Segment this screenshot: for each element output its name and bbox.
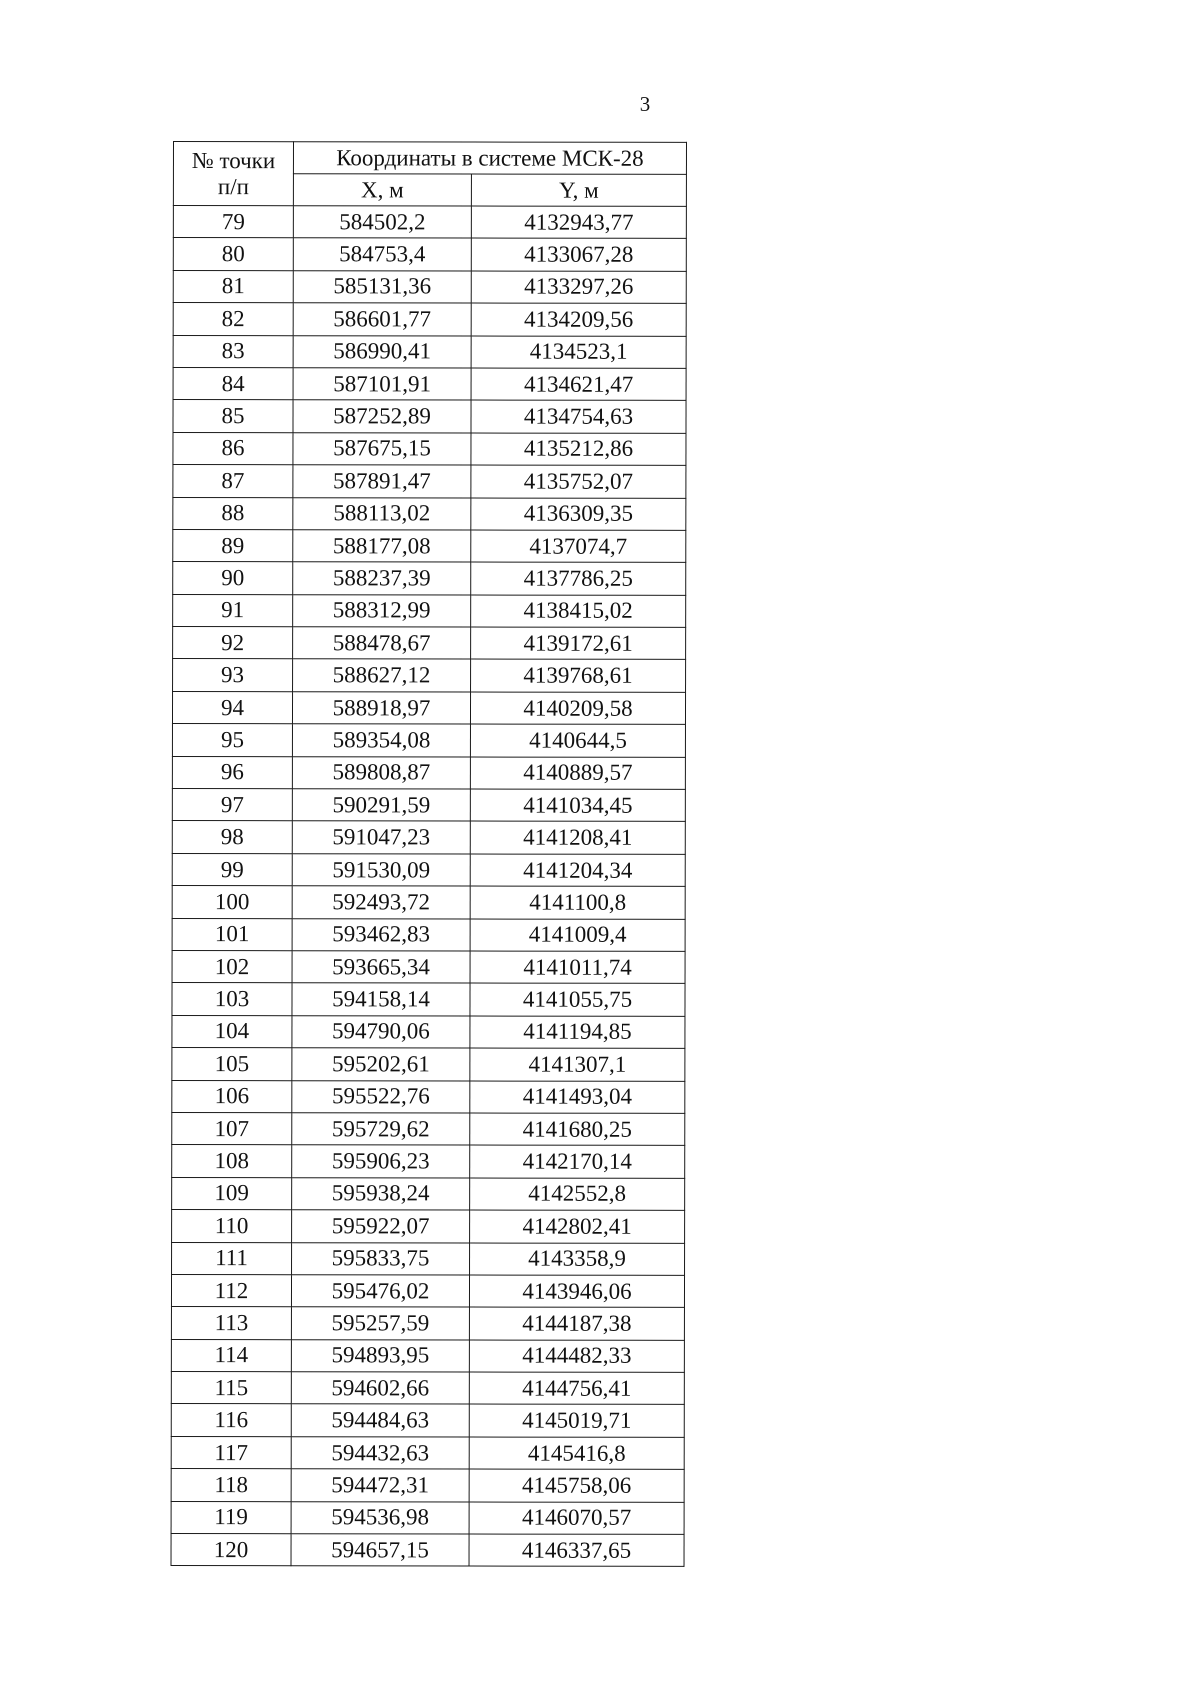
y-coordinate-cell: 4133297,26 bbox=[471, 271, 686, 304]
table-row bbox=[171, 1372, 684, 1405]
x-coordinate-cell: 587675,15 bbox=[293, 432, 471, 465]
point-number-cell: 89 bbox=[173, 529, 293, 562]
table-row bbox=[172, 983, 685, 1016]
x-coordinate-cell: 594657,15 bbox=[291, 1534, 469, 1567]
table-row bbox=[172, 821, 685, 854]
table-row bbox=[173, 627, 686, 660]
point-number-cell: 105 bbox=[172, 1048, 292, 1081]
x-coordinate-cell: 588478,67 bbox=[293, 627, 471, 660]
point-number-cell: 96 bbox=[172, 756, 292, 789]
table-row bbox=[172, 886, 685, 919]
y-coordinate-cell: 4146337,65 bbox=[469, 1534, 684, 1567]
table-row bbox=[173, 432, 686, 465]
point-number-header bbox=[173, 142, 293, 206]
table-header bbox=[173, 142, 686, 207]
table-row bbox=[173, 465, 686, 498]
point-number-cell: 82 bbox=[173, 303, 293, 336]
table-row bbox=[171, 1436, 684, 1469]
table-row bbox=[171, 1404, 684, 1437]
x-coordinate-cell: 594432,63 bbox=[291, 1437, 469, 1470]
table-row bbox=[172, 691, 685, 724]
table-row bbox=[172, 1015, 685, 1048]
x-coordinate-cell: 588918,97 bbox=[292, 692, 470, 725]
y-coordinate-cell: 4141034,45 bbox=[470, 789, 685, 822]
y-coordinate-cell: 4132943,77 bbox=[471, 206, 686, 239]
x-coordinate-cell: 594790,06 bbox=[292, 1015, 470, 1048]
x-coordinate-cell: 588113,02 bbox=[293, 497, 471, 530]
point-number-cell: 116 bbox=[171, 1404, 291, 1437]
header-row-1 bbox=[173, 142, 686, 175]
table-row bbox=[172, 1112, 685, 1145]
table-row bbox=[172, 1242, 685, 1275]
point-number-cell: 101 bbox=[172, 918, 292, 951]
point-number-cell: 98 bbox=[172, 821, 292, 854]
x-coordinate-cell: 584502,2 bbox=[293, 206, 471, 239]
x-coordinate-cell: 593665,34 bbox=[292, 951, 470, 984]
point-number-cell: 104 bbox=[172, 1015, 292, 1048]
x-coordinate-cell: 586601,77 bbox=[293, 303, 471, 336]
x-coordinate-cell: 594484,63 bbox=[291, 1404, 469, 1437]
table-row bbox=[173, 562, 686, 595]
table-row bbox=[173, 594, 686, 627]
point-number-cell: 117 bbox=[171, 1436, 291, 1469]
x-coordinate-cell: 589808,87 bbox=[292, 756, 470, 789]
table-row bbox=[173, 497, 686, 530]
point-number-header-line2: п/п bbox=[217, 173, 249, 199]
table-row bbox=[172, 1145, 685, 1178]
table-row bbox=[172, 724, 685, 757]
x-coordinate-cell: 587891,47 bbox=[293, 465, 471, 498]
point-number-cell: 115 bbox=[171, 1372, 291, 1405]
x-coordinate-cell: 594893,95 bbox=[291, 1339, 469, 1372]
point-number-cell: 92 bbox=[173, 627, 293, 660]
x-coordinate-cell: 595938,24 bbox=[292, 1177, 470, 1210]
table-row bbox=[173, 367, 686, 400]
table-row bbox=[171, 1534, 684, 1567]
y-coordinate-cell: 4141680,25 bbox=[470, 1113, 685, 1146]
point-number-cell: 85 bbox=[173, 400, 293, 433]
point-number-cell: 79 bbox=[173, 206, 293, 239]
y-coordinate-cell: 4140889,57 bbox=[470, 757, 685, 790]
table-row bbox=[173, 529, 686, 562]
point-number-cell: 102 bbox=[172, 950, 292, 983]
y-coordinate-cell: 4134523,1 bbox=[471, 336, 686, 369]
y-coordinate-cell: 4141208,41 bbox=[470, 821, 685, 854]
x-coordinate-cell: 592493,72 bbox=[292, 886, 470, 919]
table-row bbox=[171, 1469, 684, 1502]
table-row bbox=[172, 1048, 685, 1081]
y-coordinate-cell: 4135212,86 bbox=[471, 433, 686, 466]
point-number-cell: 83 bbox=[173, 335, 293, 368]
y-coordinate-cell: 4139172,61 bbox=[471, 627, 686, 660]
y-coordinate-cell: 4137074,7 bbox=[471, 530, 686, 563]
point-number-cell: 112 bbox=[171, 1274, 291, 1307]
point-number-cell: 84 bbox=[173, 367, 293, 400]
point-number-cell: 103 bbox=[172, 983, 292, 1016]
y-coordinate-cell: 4141307,1 bbox=[470, 1048, 685, 1081]
point-number-cell: 110 bbox=[172, 1210, 292, 1243]
y-coordinate-cell: 4144756,41 bbox=[469, 1372, 684, 1405]
table-row bbox=[171, 1274, 684, 1307]
x-coordinate-cell: 595729,62 bbox=[292, 1113, 470, 1146]
point-number-cell: 94 bbox=[172, 691, 292, 724]
table-row bbox=[173, 303, 686, 336]
x-coordinate-cell: 587101,91 bbox=[293, 368, 471, 401]
y-column-header: Y, м bbox=[471, 174, 686, 206]
y-coordinate-cell: 4145019,71 bbox=[469, 1404, 684, 1437]
point-number-cell: 93 bbox=[173, 659, 293, 692]
table-row bbox=[172, 756, 685, 789]
y-coordinate-cell: 4140209,58 bbox=[470, 692, 685, 725]
y-coordinate-cell: 4141194,85 bbox=[470, 1016, 685, 1049]
y-coordinate-cell: 4141009,4 bbox=[470, 919, 685, 952]
x-coordinate-cell: 594536,98 bbox=[291, 1501, 469, 1534]
x-column-header: X, м bbox=[293, 174, 471, 206]
x-coordinate-cell: 586990,41 bbox=[293, 335, 471, 368]
y-coordinate-cell: 4146070,57 bbox=[469, 1502, 684, 1535]
x-coordinate-cell: 588177,08 bbox=[293, 530, 471, 563]
table-row bbox=[173, 335, 686, 368]
point-number-cell: 80 bbox=[173, 238, 293, 271]
y-coordinate-cell: 4145416,8 bbox=[469, 1437, 684, 1470]
y-coordinate-cell: 4133067,28 bbox=[471, 238, 686, 271]
table-row bbox=[171, 1501, 684, 1534]
point-number-cell: 111 bbox=[172, 1242, 292, 1275]
y-coordinate-cell: 4135752,07 bbox=[471, 465, 686, 498]
y-coordinate-cell: 4143358,9 bbox=[470, 1243, 685, 1276]
point-number-cell: 99 bbox=[172, 853, 292, 886]
y-coordinate-cell: 4138415,02 bbox=[471, 595, 686, 628]
y-coordinate-cell: 4137786,25 bbox=[471, 562, 686, 595]
x-coordinate-cell: 588312,99 bbox=[293, 594, 471, 627]
point-number-cell: 114 bbox=[171, 1339, 291, 1372]
x-coordinate-cell: 595257,59 bbox=[291, 1307, 469, 1340]
x-coordinate-cell: 595202,61 bbox=[292, 1048, 470, 1081]
x-coordinate-cell: 595922,07 bbox=[292, 1210, 470, 1243]
x-coordinate-cell: 591047,23 bbox=[292, 821, 470, 854]
x-coordinate-cell: 585131,36 bbox=[293, 270, 471, 303]
x-coordinate-cell: 590291,59 bbox=[292, 789, 470, 822]
y-coordinate-cell: 4141100,8 bbox=[470, 886, 685, 919]
y-coordinate-cell: 4141011,74 bbox=[470, 951, 685, 984]
table-row bbox=[171, 1339, 684, 1372]
y-coordinate-cell: 4134621,47 bbox=[471, 368, 686, 401]
coordinates-table bbox=[171, 141, 687, 1567]
point-number-header-line1: № точки bbox=[191, 147, 276, 173]
point-number-cell: 97 bbox=[172, 789, 292, 822]
table-row bbox=[172, 1080, 685, 1113]
point-number-cell: 113 bbox=[171, 1307, 291, 1340]
x-coordinate-cell: 595522,76 bbox=[292, 1080, 470, 1113]
x-coordinate-cell: 588237,39 bbox=[293, 562, 471, 595]
point-number-cell: 109 bbox=[172, 1177, 292, 1210]
point-number-cell: 108 bbox=[172, 1145, 292, 1178]
table-row bbox=[173, 400, 686, 433]
table-row bbox=[172, 1177, 685, 1210]
x-coordinate-cell: 584753,4 bbox=[293, 238, 471, 271]
x-coordinate-cell: 595906,23 bbox=[292, 1145, 470, 1178]
x-coordinate-cell: 594472,31 bbox=[291, 1469, 469, 1502]
point-number-cell: 81 bbox=[173, 270, 293, 303]
point-number-cell: 88 bbox=[173, 497, 293, 530]
y-coordinate-cell: 4141055,75 bbox=[470, 983, 685, 1016]
table-body bbox=[171, 206, 686, 1567]
coordinates-caption: Координаты в системе МСК-28 bbox=[293, 142, 686, 175]
table-row bbox=[172, 853, 685, 886]
y-coordinate-cell: 4142552,8 bbox=[470, 1178, 685, 1211]
x-coordinate-cell: 593462,83 bbox=[292, 918, 470, 951]
table-row bbox=[173, 206, 686, 239]
y-coordinate-cell: 4140644,5 bbox=[470, 724, 685, 757]
y-coordinate-cell: 4134754,63 bbox=[471, 400, 686, 433]
y-coordinate-cell: 4141493,04 bbox=[470, 1081, 685, 1114]
y-coordinate-cell: 4142170,14 bbox=[470, 1145, 685, 1178]
table-row bbox=[172, 950, 685, 983]
x-coordinate-cell: 591530,09 bbox=[292, 854, 470, 887]
table-row bbox=[173, 659, 686, 692]
x-coordinate-cell: 595833,75 bbox=[292, 1242, 470, 1275]
x-coordinate-cell: 594158,14 bbox=[292, 983, 470, 1016]
table-row bbox=[172, 918, 685, 951]
point-number-cell: 107 bbox=[172, 1112, 292, 1145]
point-number-cell: 118 bbox=[171, 1469, 291, 1502]
point-number-cell: 91 bbox=[173, 594, 293, 627]
point-number-cell: 119 bbox=[171, 1501, 291, 1534]
point-number-cell: 95 bbox=[172, 724, 292, 757]
page-number: 3 bbox=[639, 92, 651, 116]
x-coordinate-cell: 595476,02 bbox=[291, 1275, 469, 1308]
point-number-cell: 90 bbox=[173, 562, 293, 595]
point-number-cell: 106 bbox=[172, 1080, 292, 1113]
table-row bbox=[173, 270, 686, 303]
y-coordinate-cell: 4142802,41 bbox=[470, 1210, 685, 1243]
point-number-cell: 100 bbox=[172, 886, 292, 919]
y-coordinate-cell: 4143946,06 bbox=[469, 1275, 684, 1308]
y-coordinate-cell: 4145758,06 bbox=[469, 1469, 684, 1502]
point-number-cell: 86 bbox=[173, 432, 293, 465]
point-number-cell: 87 bbox=[173, 465, 293, 498]
y-coordinate-cell: 4141204,34 bbox=[470, 854, 685, 887]
y-coordinate-cell: 4144482,33 bbox=[469, 1340, 684, 1373]
point-number-cell: 120 bbox=[171, 1534, 291, 1567]
x-coordinate-cell: 589354,08 bbox=[292, 724, 470, 757]
x-coordinate-cell: 594602,66 bbox=[291, 1372, 469, 1405]
table-row bbox=[172, 1210, 685, 1243]
x-coordinate-cell: 588627,12 bbox=[293, 659, 471, 692]
table-row bbox=[173, 238, 686, 271]
x-coordinate-cell: 587252,89 bbox=[293, 400, 471, 433]
y-coordinate-cell: 4139768,61 bbox=[471, 659, 686, 692]
y-coordinate-cell: 4144187,38 bbox=[469, 1307, 684, 1340]
table-row bbox=[172, 789, 685, 822]
y-coordinate-cell: 4136309,35 bbox=[471, 498, 686, 531]
y-coordinate-cell: 4134209,56 bbox=[471, 303, 686, 336]
table-row bbox=[171, 1307, 684, 1340]
